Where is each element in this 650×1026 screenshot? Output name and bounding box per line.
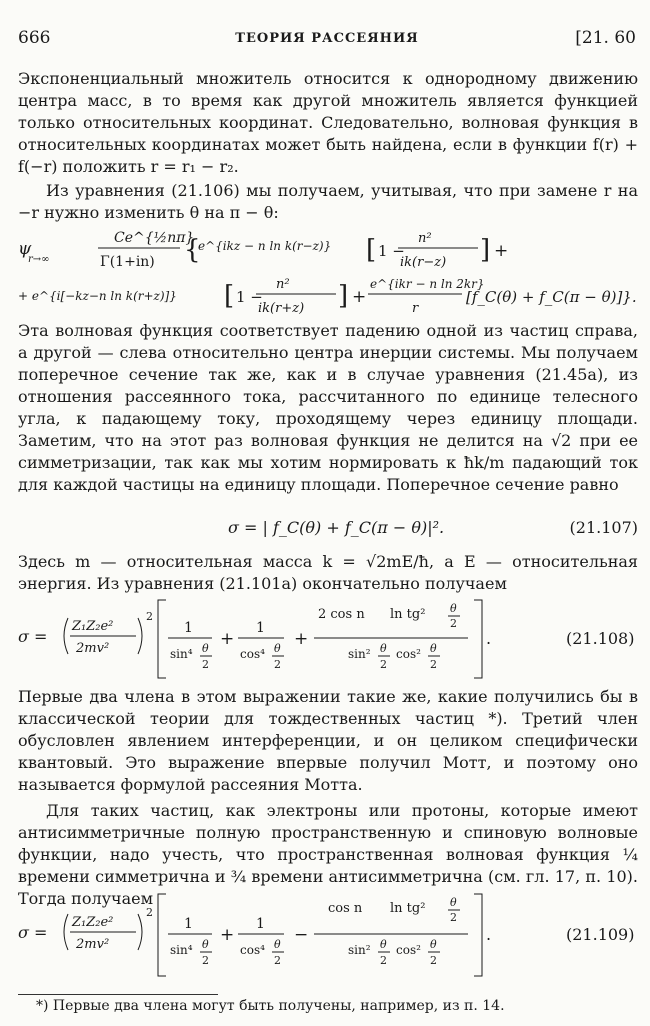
one-a-109: 1 — [184, 916, 193, 932]
cos-n-108: 2 cos n — [318, 607, 365, 622]
one-minus-1: 1 − — [378, 242, 405, 260]
paren-close-109 — [138, 914, 142, 950]
eq107-body: σ = | f_C(θ) + f_C(π − θ)|². — [228, 518, 445, 537]
theta-e-109: θ — [430, 938, 437, 951]
two-c-109: 2 — [450, 911, 457, 924]
minus-109: − — [294, 925, 309, 945]
two-e-108: 2 — [430, 658, 437, 671]
eq107-label: (21.107) — [569, 518, 638, 537]
period-109: . — [486, 925, 492, 944]
plus-b-108: + — [294, 629, 309, 649]
theta-d-108: θ — [380, 642, 387, 655]
plus-a-109: + — [220, 925, 235, 945]
exp-term-2: + e^{i[−kz−n ln k(r+z)]} — [18, 289, 177, 303]
theta-b-108: θ — [274, 642, 281, 655]
two-b-109: 2 — [274, 954, 281, 967]
cos4-108: cos⁴ — [240, 647, 265, 661]
theta-e-108: θ — [430, 642, 437, 655]
equation-psi — [18, 226, 638, 316]
sigma-109: σ = — [18, 923, 48, 942]
two-e-109: 2 — [430, 954, 437, 967]
exp-term-1: e^{ikz − n ln k(r−z)} — [198, 239, 332, 253]
two-a-108: 2 — [202, 658, 209, 671]
plus-1: + — [494, 241, 509, 261]
bracket-2-close: ] — [338, 281, 349, 311]
bracket-1-open: [ — [366, 235, 377, 265]
one-b-109: 1 — [256, 916, 265, 932]
paragraph-3: Эта волновая функция соответствует падению одной из частиц справа, а другой — слева относительно центра инерции системы. Мы получаем поперечное сечение так же, как и в случае уравнения (21.45а), из отношения рассеянного тока, рассчитанного по единице телесного угла, к падающему току, проходящему через единицу площади. Заметим, что на этот раз волновая функция не делится на √2 при ее симметризации, так как мы хотим нормировать к ħk/m падающий ток для каждой частицы на единицу площади. Поперечное сечение равно — [18, 321, 638, 494]
sin4-109: sin⁴ — [170, 943, 193, 957]
exp-term-3: e^{ikr − n ln 2kr} — [370, 277, 485, 291]
sin4-108: sin⁴ — [170, 647, 193, 661]
two-d-109: 2 — [380, 954, 387, 967]
eq109-label: (21.109) — [566, 925, 635, 944]
bracket-1-close: ] — [480, 235, 491, 265]
paren-close-108 — [138, 618, 142, 654]
theta-a-109: θ — [202, 938, 209, 951]
ln-tg-109: ln tg² — [390, 901, 426, 916]
ln-tg-108: ln tg² — [390, 607, 426, 622]
two-d-108: 2 — [380, 658, 387, 671]
bracket-close-108 — [474, 600, 482, 678]
limit-subscript: r→∞ — [28, 254, 50, 265]
paragraph-2: Из уравнения (21.106) мы получаем, учитывая, что при замене r на −r нужно изменить θ на π − θ: — [18, 181, 638, 222]
bracket-2-open: [ — [224, 281, 235, 311]
one-minus-2: 1 − — [236, 288, 263, 306]
denominator-1: ik(r−z) — [400, 255, 447, 270]
equation-21-109 — [18, 888, 638, 980]
prefactor-num-109: Z₁Z₂e² — [72, 915, 114, 930]
running-header — [18, 28, 636, 52]
theta-a-108: θ — [202, 642, 209, 655]
paragraph-1: Экспоненциальный множитель относится к однородному движению центра масс, в то время как другой множитель является функцией только относительных координат. Следовательно, волновая функция в относительных координатах может быть найдена, если в функции f(r) + f(−r) положить r = r₁ − r₂. — [18, 69, 638, 176]
equation-21-107 — [18, 518, 638, 542]
eq108-label: (21.108) — [566, 629, 635, 648]
theta-c-108: θ — [450, 602, 457, 615]
period-108: . — [486, 629, 492, 648]
plus-2: + — [352, 287, 367, 307]
bracket-close-109 — [474, 894, 482, 976]
paragraph-4: Здесь m — относительная масса k = √2mE/ħ, а E — относительная энергия. Из уравнения (21.101а) окончательно получаем — [18, 552, 638, 593]
paragraph-5: Первые два члена в этом выражении такие же, какие получились бы в классической теории для тождественных частиц *). Третий член обусловлен явлением интерференции, и он целиком специфически квантовый. Это выражение впервые получил Мотт, и поэтому оно называется формулой рассеяния Мотта. — [18, 687, 638, 794]
r-denominator: r — [412, 301, 419, 316]
chapter-title: ТЕОРИЯ РАССЕЯНИЯ — [235, 31, 419, 46]
sin2-108: sin² — [348, 647, 371, 661]
theta-c-109: θ — [450, 896, 457, 909]
psi-symbol: ψ — [18, 239, 32, 259]
sin2-109: sin² — [348, 943, 371, 957]
footnote: *) Первые два члена могут быть получены, например, из п. 14. — [36, 998, 505, 1014]
two-a-109: 2 — [202, 954, 209, 967]
denominator-2: ik(r+z) — [258, 301, 305, 316]
sigma-108: σ = — [18, 627, 48, 646]
cos2-109: cos² — [396, 943, 421, 957]
cos4-109: cos⁴ — [240, 943, 265, 957]
footnote-rule — [18, 994, 218, 995]
prefactor-num-108: Z₁Z₂e² — [72, 619, 114, 634]
paren-open-108 — [64, 618, 68, 654]
square-109: 2 — [146, 906, 153, 919]
theta-d-109: θ — [380, 938, 387, 951]
section-ref: [21. 60 — [575, 28, 636, 48]
paren-open-109 — [64, 914, 68, 950]
coulomb-amplitudes: [f_C(θ) + f_C(π − θ)]}. — [466, 288, 637, 306]
prefactor-den-109: 2mv² — [76, 937, 110, 952]
bracket-open-108 — [158, 600, 166, 678]
cos2-108: cos² — [396, 647, 421, 661]
prefactor-num: Ce^{½nπ} — [114, 230, 195, 246]
equation-21-108 — [18, 596, 638, 682]
two-b-108: 2 — [274, 658, 281, 671]
prefactor-den: Γ(1+in) — [100, 254, 155, 270]
theta-b-109: θ — [274, 938, 281, 951]
plus-a-108: + — [220, 629, 235, 649]
paragraph-6: Для таких частиц, как электроны или протоны, которые имеют антисимметричные полную пространственную и спиновую волновые функции, надо учесть, что пространственная волновая функция ¼ времени симметрична и ¾ времени антисимметрична (см. гл. 17, п. 10). Тогда получаем — [18, 801, 638, 908]
cos-n-109: cos n — [328, 901, 363, 916]
n-squared-1: n² — [418, 231, 432, 246]
brace-open: { — [184, 235, 201, 265]
two-c-108: 2 — [450, 617, 457, 630]
bracket-open-109 — [158, 894, 166, 976]
one-b-108: 1 — [256, 620, 265, 636]
square-108: 2 — [146, 610, 153, 623]
n-squared-2: n² — [276, 277, 290, 292]
prefactor-den-108: 2mv² — [76, 641, 110, 656]
one-a-108: 1 — [184, 620, 193, 636]
page-number: 666 — [18, 28, 51, 48]
